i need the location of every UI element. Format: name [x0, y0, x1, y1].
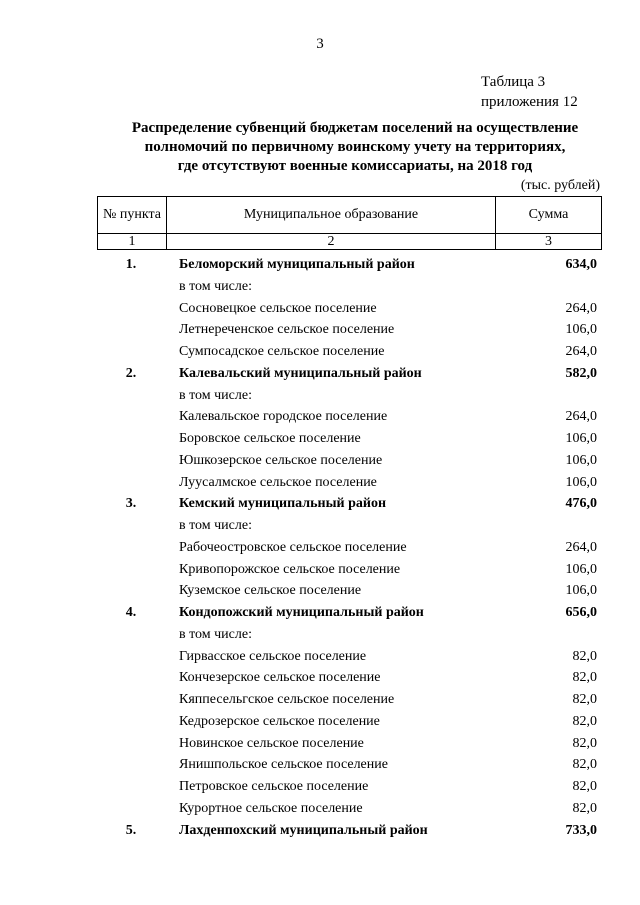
settlement-row — [97, 298, 602, 320]
page-number: 3 — [316, 36, 324, 52]
row-name: Рабочеостровское сельское поселение — [179, 539, 407, 555]
row-name: Лахденпохский муниципальный район — [179, 822, 428, 838]
row-name: Петровское сельское поселение — [179, 779, 369, 794]
settlement-row — [97, 319, 602, 341]
row-name: Янишпольское сельское поселение — [179, 757, 388, 773]
header-row — [98, 197, 602, 234]
settlement-row — [97, 341, 602, 363]
settlement-row — [97, 776, 602, 798]
settlement-row — [97, 537, 602, 559]
row-name: Калевальский муниципальный район — [179, 365, 422, 381]
row-amount: 733,0 — [565, 822, 597, 838]
row-amount: 82,0 — [572, 713, 597, 729]
row-number: 2. — [125, 365, 137, 381]
row-name: Кривопорожское сельское поселение — [179, 561, 401, 577]
row-name: Юшкозерское сельское поселение — [179, 452, 383, 468]
row-amount: 106,0 — [565, 474, 597, 490]
settlement-row — [97, 667, 602, 689]
table-reference — [481, 72, 578, 112]
row-name: Кедрозерское сельское поселение — [179, 713, 380, 729]
district-row — [97, 602, 602, 624]
row-amount: 106,0 — [565, 583, 597, 599]
table-header — [97, 196, 602, 250]
row-name: Летнереченское сельское поселение — [179, 322, 395, 338]
row-name: Сумпосадское сельское поселение — [179, 344, 385, 359]
settlement-row — [97, 385, 602, 407]
settlement-row — [97, 450, 602, 472]
district-row — [97, 363, 602, 385]
units-label: (тыс. рублей) — [520, 178, 600, 193]
column-number-1: 1 — [98, 234, 167, 250]
row-name: Кемский муниципальный район — [179, 496, 387, 512]
row-name: в том числе: — [179, 518, 252, 533]
row-name: в том числе: — [179, 278, 252, 294]
district-row — [97, 254, 602, 276]
row-name: Курортное сельское поселение — [179, 800, 363, 816]
row-amount: 264,0 — [565, 344, 597, 359]
row-amount: 264,0 — [565, 409, 597, 425]
settlement-row — [97, 580, 602, 602]
row-name: Калевальское городское поселение — [179, 409, 388, 425]
table-body — [97, 254, 602, 841]
settlement-row — [97, 406, 602, 428]
settlement-row — [97, 472, 602, 494]
settlement-row — [97, 276, 602, 298]
row-amount: 82,0 — [572, 800, 597, 816]
settlement-row — [97, 798, 602, 820]
title-line-1: Распределение субвенций бюджетам поселений на осуществление — [131, 120, 579, 136]
row-number: 5. — [125, 822, 137, 838]
row-number: 4. — [125, 605, 137, 620]
header-number-column: № пункта — [98, 197, 167, 234]
row-name: в том числе: — [179, 387, 252, 403]
row-name: Новинское сельское поселение — [179, 735, 364, 751]
row-name: Луусалмское сельское поселение — [179, 474, 377, 490]
column-number-3: 3 — [496, 234, 602, 250]
title-line-3: где отсутствуют военные комиссариаты, на 2018 год — [177, 158, 533, 174]
district-row — [97, 493, 602, 515]
row-number: 3. — [125, 496, 137, 512]
row-amount: 582,0 — [565, 365, 597, 381]
row-name: Кяппесельгское сельское поселение — [179, 692, 395, 707]
row-number: 1. — [125, 257, 137, 272]
settlement-row — [97, 559, 602, 581]
document-title — [90, 119, 620, 176]
row-name: Кондопожский муниципальный район — [179, 605, 424, 620]
settlement-row — [97, 646, 602, 668]
header-column-numbers-row — [98, 234, 602, 250]
row-amount: 82,0 — [572, 692, 597, 707]
row-amount: 264,0 — [565, 300, 597, 316]
row-amount: 106,0 — [565, 561, 597, 577]
title-line-2: полномочий по первичному воинскому учету на территориях, — [144, 139, 566, 155]
row-name: Сосновецкое сельское поселение — [179, 300, 377, 316]
row-name: Боровское сельское поселение — [179, 431, 361, 446]
row-amount: 106,0 — [565, 431, 597, 446]
row-amount: 82,0 — [572, 757, 597, 773]
row-amount: 264,0 — [565, 539, 597, 555]
row-amount: 82,0 — [572, 648, 597, 664]
row-name: Кончезерское сельское поселение — [179, 670, 381, 686]
settlement-row — [97, 733, 602, 755]
row-amount: 634,0 — [565, 257, 597, 272]
table-reference-line-1: Таблица 3 — [481, 74, 546, 90]
row-name: Беломорский муниципальный район — [179, 257, 415, 272]
row-amount: 82,0 — [572, 735, 597, 751]
row-amount: 656,0 — [565, 605, 597, 620]
row-name: Гирвасское сельское поселение — [179, 648, 367, 664]
table-reference-line-2: приложения 12 — [481, 94, 578, 110]
header-municipality-column: Муниципальное образование — [167, 197, 496, 234]
district-row — [97, 820, 602, 842]
row-name: в том числе: — [179, 626, 252, 642]
settlement-row — [97, 428, 602, 450]
settlement-row — [97, 624, 602, 646]
settlement-row — [97, 515, 602, 537]
settlement-row — [97, 689, 602, 711]
column-number-2: 2 — [167, 234, 496, 250]
header-sum-column: Сумма — [496, 197, 602, 234]
row-amount: 106,0 — [565, 322, 597, 338]
settlement-row — [97, 754, 602, 776]
row-amount: 476,0 — [565, 496, 597, 512]
row-amount: 82,0 — [572, 779, 597, 794]
row-amount: 82,0 — [572, 670, 597, 686]
settlement-row — [97, 711, 602, 733]
row-amount: 106,0 — [565, 452, 597, 468]
row-name: Куземское сельское поселение — [179, 583, 362, 599]
